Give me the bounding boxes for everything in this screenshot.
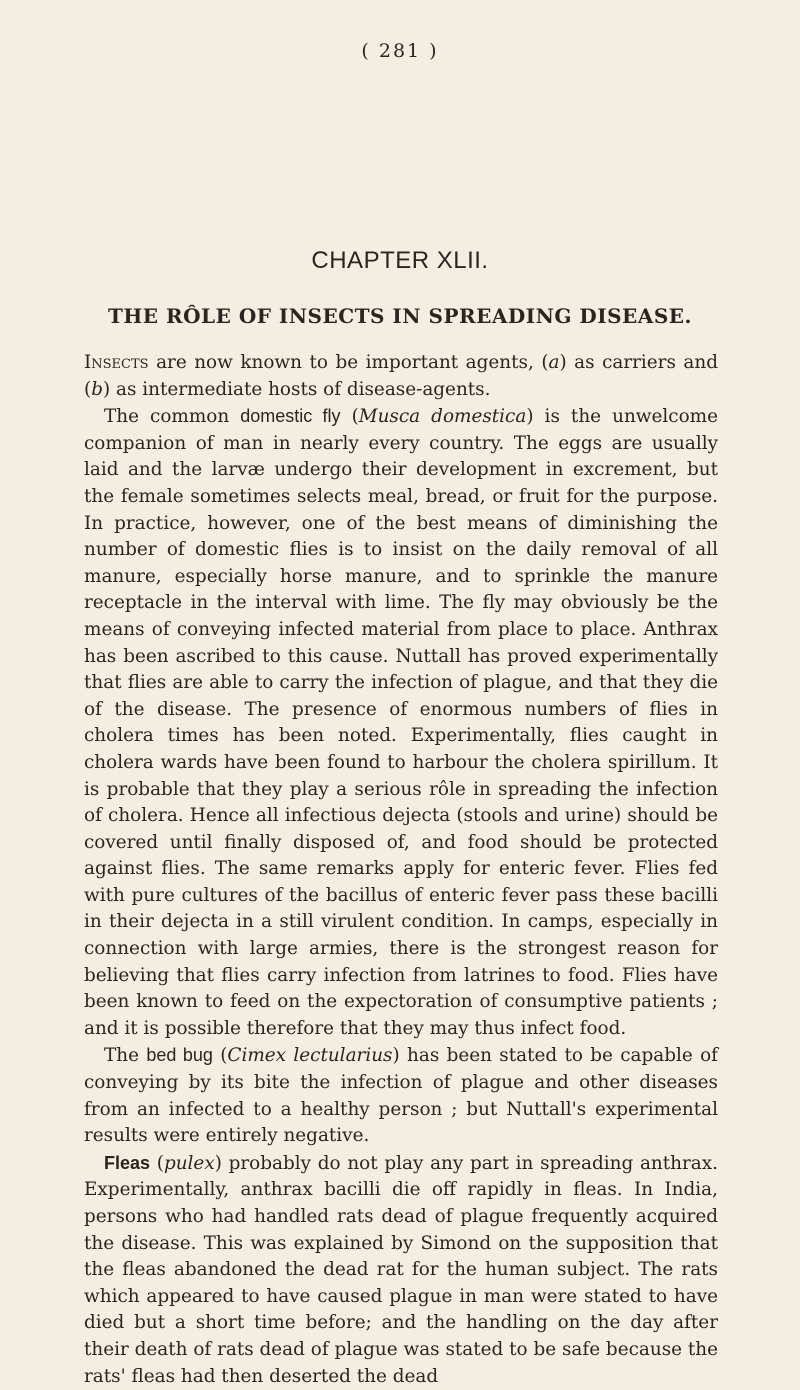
lead-word: Insects bbox=[84, 352, 149, 373]
body-text bbox=[84, 350, 718, 1390]
term-domestic-fly: domestic fly bbox=[240, 406, 341, 427]
paragraph-domestic-fly: The common domestic fly (Musca domestica) is the unwelcome companion of man in nearly every country. The eggs are usually laid and the larvæ undergo their development in excrement, but the female sometimes selects meal, bread, or fruit for the purpose. In practice, however, one of the best means of diminishing the number of domestic flies is to insist on the daily removal of all manure, especially horse manure, and to sprinkle the manure receptacle in the interval with lime. The fly may obviously be the means of conveying infected material from place to place. Anthrax has been ascribed to this cause. Nuttall has proved experimentally that flies are able to carry the infection of plague, and that they die of the disease. The presence of enormous numbers of flies in cholera times has been noted. Experimentally, flies caught in cholera wards have been found to harbour the cholera spirillum. It is probable that they play a serious rôle in spreading the infection of cholera. Hence all infectious dejecta (stools and urine) should be covered until finally disposed of, and food should be protected against flies. The same remarks apply for enteric fever. Flies fed with pure cultures of the bacillus of enteric fever pass these bacilli in their dejecta in a still virulent condition. In camps, especially in connection with large armies, there is the strongest reason for believing that flies carry infection from latrines to food. Flies have been known to feed on the expectoration of consumptive patients ; and it is possible therefore that they may thus infect food. bbox=[84, 406, 718, 1039]
term-bed-bug: bed bug bbox=[146, 1045, 213, 1066]
paragraph-bed-bug: The bed bug (Cimex lectularius) has been stated to be capable of conveying by its bite the infection of plague and other diseases from an infected to a healthy person ; but Nuttall's experimental results were entirely negative. bbox=[84, 1045, 718, 1147]
paragraph-fleas: Fleas (pulex) probably do not play any part in spreading anthrax. Experimentally, anthrax bacilli die off rapidly in fleas. In India, persons who had handled rats dead of plague frequently acquired the disease. This was explained by Simond on the supposition that the fleas abandoned the dead rat for the human subject. The rats which appeared to have caused plague in man were stated to have died but a short time before; and the handling on the day after their death of rats dead of plague was stated to be safe because the rats' fleas had then deserted the dead bbox=[84, 1152, 718, 1387]
term-fleas: Fleas bbox=[104, 1152, 151, 1173]
paragraph-insects: Insects are now known to be important agents, (a) as carriers and (b) as intermediate hosts of disease-agents. bbox=[84, 352, 718, 400]
page-number: ( 281 ) bbox=[361, 40, 439, 62]
chapter-title: THE RÔLE OF INSECTS IN SPREADING DISEASE. bbox=[108, 304, 692, 328]
latin-name: pulex bbox=[163, 1152, 215, 1174]
latin-name: Cimex lectularius bbox=[227, 1045, 393, 1067]
chapter-heading: CHAPTER XLII. bbox=[311, 247, 489, 274]
latin-name: Musca domestica bbox=[358, 406, 527, 428]
